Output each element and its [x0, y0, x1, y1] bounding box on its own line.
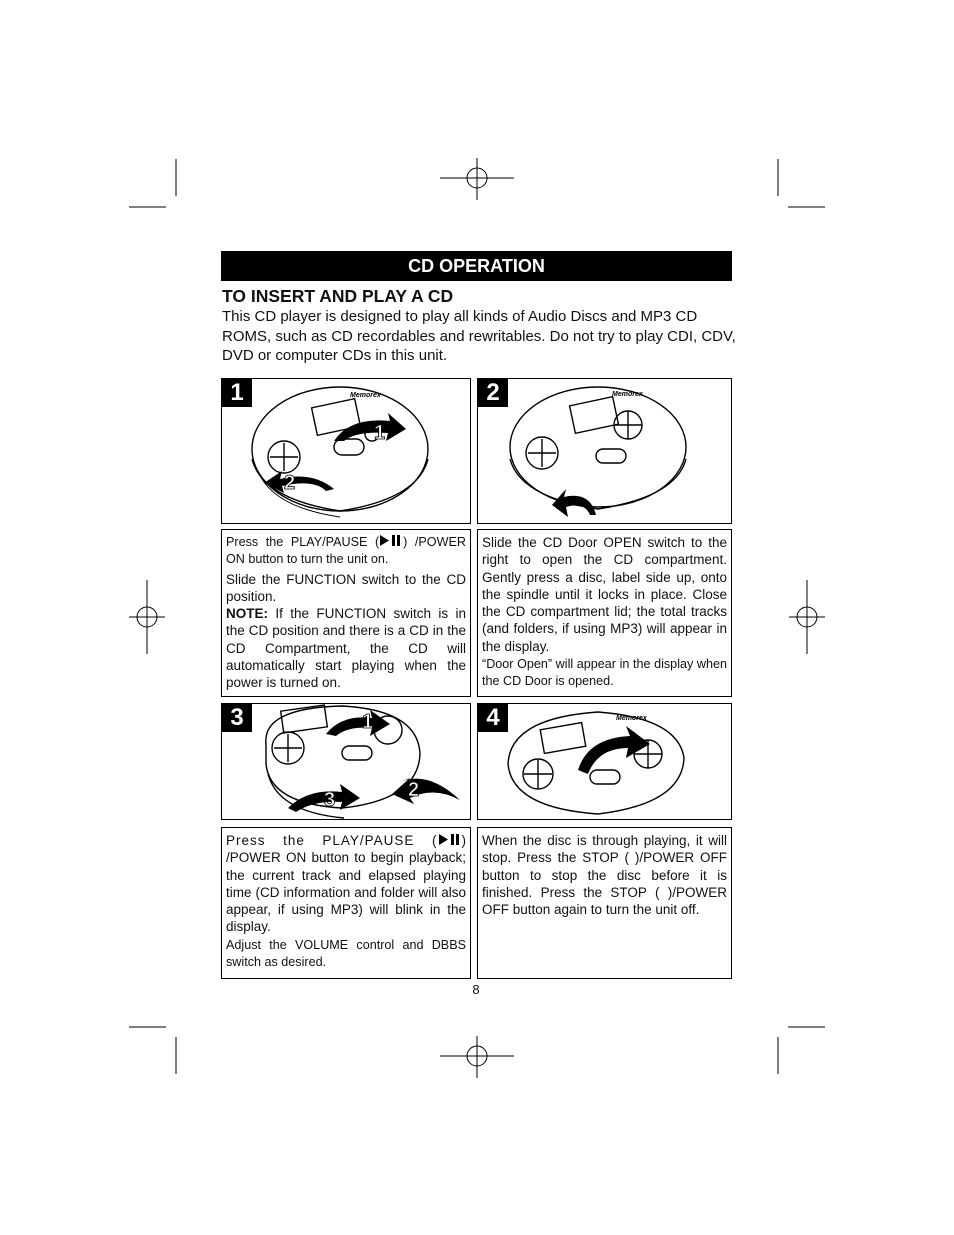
arrow-label-2: 2: [284, 472, 296, 494]
cd-player-drawing-2: [478, 379, 731, 523]
step-1-function-text: Slide the FUNCTION switch to the CD position.: [226, 571, 466, 604]
play-pause-icon: [379, 535, 403, 546]
note-label: NOTE:: [226, 606, 268, 622]
step-2-instructions: [477, 529, 732, 697]
step-1-badge: 1: [222, 379, 252, 407]
brand-logo-4: Memorex: [616, 715, 647, 722]
step-3-volume-text: Adjust the VOLUME control and DBBS switch as desired.: [226, 937, 466, 970]
step-2-illustration: [477, 378, 732, 524]
brand-logo-1: Memorex: [350, 392, 381, 399]
section-header-bar: [221, 251, 732, 281]
step-2-door-text: “Door Open” will appear in the display when the CD Door is opened.: [482, 657, 727, 689]
brand-logo-2: Memorex: [612, 391, 643, 398]
step-3-badge: 3: [222, 704, 252, 732]
page-number: 8: [472, 982, 480, 997]
step-4-illustration: [477, 703, 732, 820]
section-header-title: CD OPERATION: [408, 256, 545, 276]
cd-player-drawing-3: [222, 704, 470, 819]
step-4-instructions: [477, 827, 732, 979]
step-3-play-text-a: Press the PLAY/PAUSE (: [226, 833, 438, 848]
step-1-illustration: [221, 378, 471, 524]
step-1-power-text-a: Press the PLAY/PAUSE (: [226, 535, 380, 549]
step-3-illustration: [221, 703, 471, 820]
step-3-play-text-b: ) /POWER ON button to begin playback; the current track and elapsed playing time (CD information and folder will also appear, if using MP3) will blink in the display.: [226, 833, 466, 935]
step-1-note-text: If the FUNCTION switch is in the CD position and there is a CD in the CD Compartment, the CD will automatically start playing when the power is turned on.: [226, 606, 466, 691]
intro-paragraph: This CD player is designed to play all kinds of Audio Discs and MP3 CD ROMS, such as CD recordables and rewritables. Do not try to play CDI, CDV, DVD or computer CDs in this unit.: [222, 308, 736, 364]
arrow-label-3: 3: [324, 789, 336, 811]
step-2-badge: 2: [478, 379, 508, 407]
page-subtitle: TO INSERT AND PLAY A CD: [222, 286, 454, 306]
arrow-label-1: 1: [374, 422, 386, 444]
cd-player-drawing-1: [222, 379, 470, 523]
step-4-main-text: When the disc is through playing, it will stop. Press the STOP ( )/POWER OFF button to stop the disc before it is finished. Press the STOP ( )/POWER OFF button again to turn the unit off.: [482, 833, 727, 918]
step-2-main-text: Slide the CD Door OPEN switch to the right to open the CD compartment. Gently press a disc, label side up, onto the spindle until it locks in place. Close the CD compartment lid; the total tracks (and folders, if using MP3) will appear in the display.: [482, 535, 727, 654]
arrow-label-2: 2: [408, 779, 420, 801]
arrow-label-1: 1: [362, 711, 374, 733]
step-1-instructions: [221, 529, 471, 697]
step-1-power-text-b: ) /POWER ON button to turn the unit on.: [226, 535, 466, 567]
play-pause-icon: [438, 834, 462, 845]
cd-player-drawing-4: [478, 704, 731, 819]
step-3-instructions: [221, 827, 471, 979]
step-4-badge: 4: [478, 704, 508, 732]
